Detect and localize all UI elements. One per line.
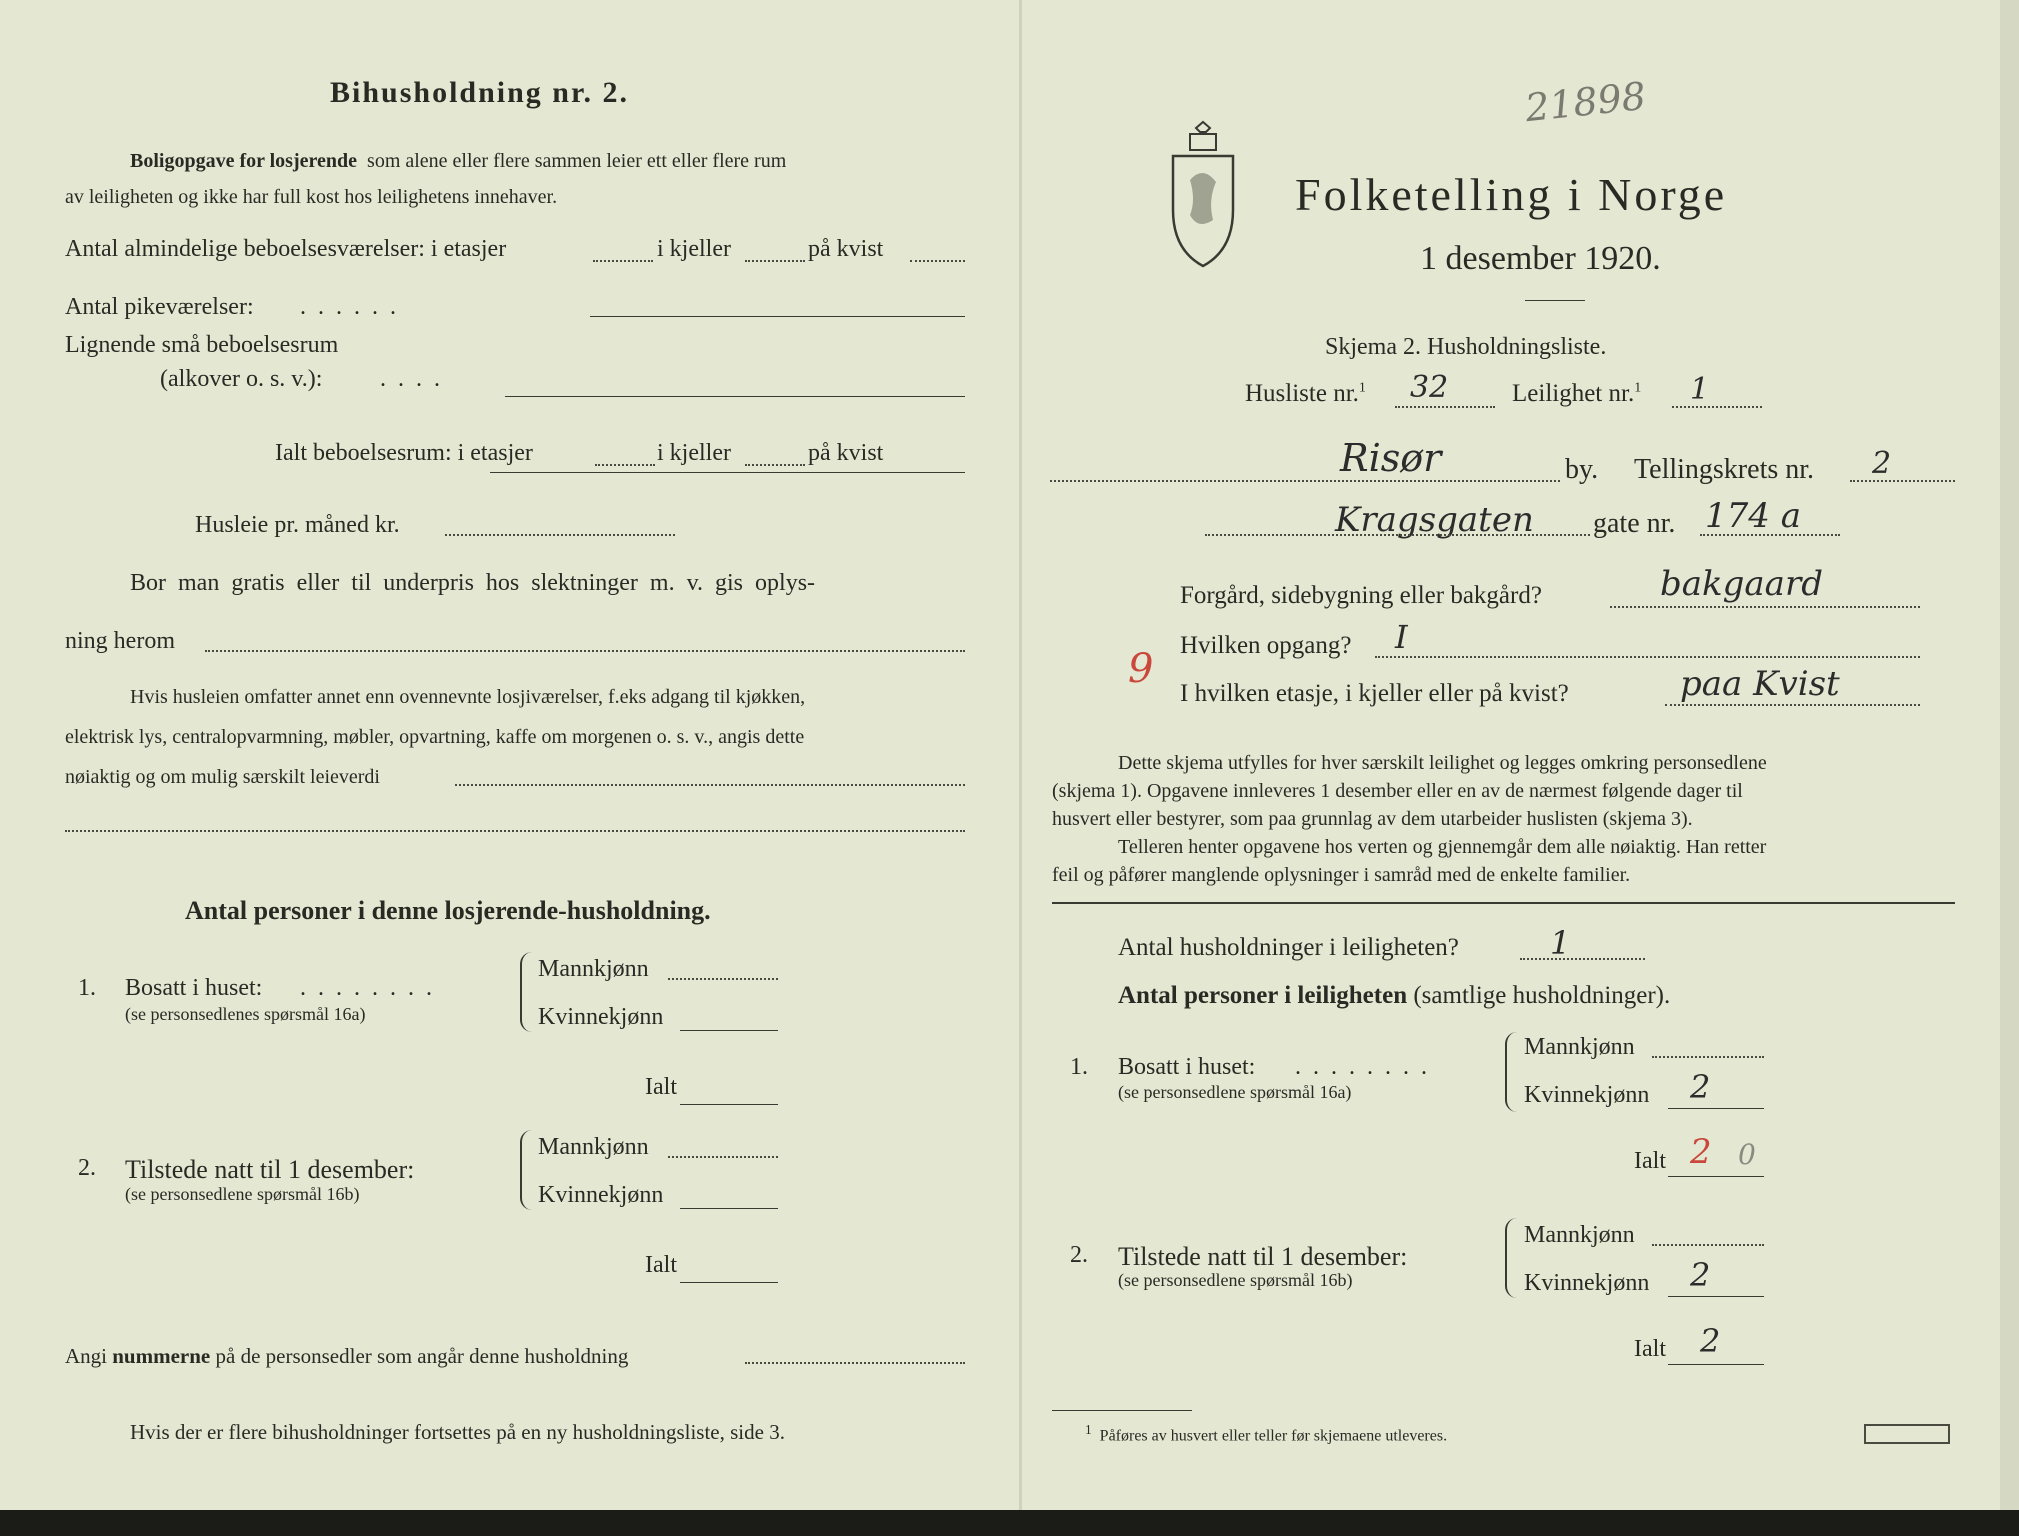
maid-rooms-label: Antal pikeværelser:: [65, 294, 254, 320]
right-q1-total: Ialt: [1634, 1148, 1666, 1174]
intro-line-1: Boligopgave for losjerende som alene eller flere sammen leier ett eller flere rum: [130, 150, 787, 172]
info-line-1: Dette skjema utfylles for hver særskilt leilighet og legges omkring personsedlene: [1118, 752, 1767, 774]
left-persons-heading: Antal personer i denne losjerende-husholdning.: [185, 896, 711, 925]
right-q1-female-value: 2: [1690, 1068, 1711, 1106]
total-rooms-cellar: i kjeller: [657, 440, 731, 466]
small-rooms-label-1: Lignende små beboelsesrum: [65, 332, 339, 358]
scan-border: [0, 1510, 2019, 1536]
schema-label: Skjema 2. Husholdningsliste.: [1325, 334, 1607, 360]
street-value: Kragsgaten: [1335, 500, 1534, 540]
info-line-5: feil og påfører manglende oplysninger i samråd med de enkelte familier.: [1052, 864, 1631, 886]
husliste-label: Husliste nr.$^1$: [1245, 380, 1366, 407]
city-label: by.: [1565, 454, 1599, 485]
entrance-value: I: [1395, 618, 1408, 656]
right-q2-note: (se personsedlene spørsmål 16b): [1118, 1270, 1353, 1290]
left-q2-female: Kvinnekjønn: [538, 1182, 664, 1208]
households-label: Antal husholdninger i leiligheten?: [1118, 934, 1459, 961]
city-value: Risør: [1340, 436, 1442, 480]
free-line-2: ning herom: [65, 628, 175, 654]
right-q2-female-value: 2: [1690, 1256, 1711, 1294]
footnote: $^1$ Påføres av husvert eller teller før skjemaene utleveres.: [1085, 1422, 1448, 1445]
yard-label: Forgård, sidebygning eller bakgård?: [1180, 582, 1542, 609]
continue-note: Hvis der er flere bihusholdninger fortsettes på en ny husholdningsliste, side 3.: [130, 1420, 785, 1444]
left-title: Bihusholdning nr. 2.: [330, 76, 630, 109]
right-q1-male: Mannkjønn: [1524, 1034, 1635, 1060]
info-line-4: Telleren henter opgavene hos verten og gjennemgår dem alle nøiaktig. Han retter: [1118, 836, 1767, 858]
rent-label: Husleie pr. måned kr.: [195, 512, 400, 538]
left-q2-note: (se personsedlene spørsmål 16b): [125, 1184, 360, 1204]
printer-stamp: [1864, 1424, 1950, 1444]
page-fold: [1019, 0, 1022, 1536]
right-q2-total-value: 2: [1700, 1322, 1721, 1360]
right-q1-total-value: 2: [1690, 1132, 1712, 1172]
red-mark: 9: [1128, 646, 1154, 692]
right-q1-note: (se personsedlene spørsmål 16a): [1118, 1082, 1352, 1102]
numbers-line: Angi nummerne på de personsedler som angår denne husholdning: [65, 1344, 629, 1368]
small-rooms-label-2: (alkover o. s. v.):: [160, 366, 323, 392]
right-q2-female: Kvinnekjønn: [1524, 1270, 1650, 1296]
rooms-cellar: i kjeller: [657, 236, 731, 262]
census-form-page: Bihusholdning nr. 2. Boligopgave for losjerende som alene eller flere sammen leier ett eller flere rum av leiligheten og ikke har full kost hos leilighetens innehaver. Antal almindelige beboelsesværelser: i etasjer i kjeller på kvist Antal pikeværelser: ...... Lignende små beboelsesrum (alkover o. s. v.): .... Ialt beboelsesrum: i etasjer i kjeller på kvist Husleie pr. måned kr. Bor man gratis eller til underpris hos slektninger m. v. gis oplys- ning herom Hvis husleien omfatter annet enn ovennevnte losjiværelser, f.eks adgang til kjøkken, elektrisk lys, centralopvarmning, møbler, opvartning, kaffe om morgenen o. s. v., angis dette nøiaktig og om mulig særskilt leieverdi Antal personer i denne losjerende-husholdning. 1. Bosatt i huset: ........ (se personsedlenes spørsmål 16a) Mannkjønn Kvinnekjønn Ialt 2. Tilstede natt til 1 desember: (se personsedlene spørsmål 16b) Mannkjønn Kvinnekjønn Ialt Angi nummerne på de personsedler som angår denne husholdning Hvis der er flere bihusholdninger fortsettes på en ny husholdningsliste, side 3. 21898 Folketelling i Norge 1 desember 1920. Skjema 2. Husholdningsliste. Husliste nr.$^1$ 32 Leilighet nr.$^1$ 1 Risør by. Tellingskrets nr. 2 Kragsgaten gate nr. 174 a Forgård, sidebygning eller bakgård? bakgaard 9 Hvilken opgang? I I hvilken etasje, i kjeller eller på kvist? paa Kvist Dette skjema utfylles for hver særskilt leilighet og legges omkring personsedlene (skjema 1). Opgavene innleveres 1 desember eller en av de nærmest følgende dager til husvert eller bestyrer, som paa grunnlag av dem utarbeider huslisten (skjema 3). Telleren henter opgavene hos verten og gjennemgår dem alle nøiaktig. Han retter feil og påfører manglende oplysninger i samråd med de enkelte familier. Antal husholdninger i leiligheten? 1 Antal personer i leiligheten (samtlige husholdninger). 1. Bosatt i huset: ........ (se personsedlene spørsmål 16a) Mannkjønn Kvinnekjønn 2 Ialt 2 0 2. Tilstede natt til 1 desember: (se personsedlene spørsmål 16b) Mannkjønn Kvinnekjønn 2 Ialt 2 $^1$ Påføres av husvert eller teller før skjemaene utleveres.: [0, 0, 2019, 1536]
krets-label: Tellingskrets nr.: [1634, 454, 1815, 485]
entrance-label: Hvilken opgang?: [1180, 632, 1352, 659]
info-line-3: husvert eller bestyrer, som paa grunnlag av dem utarbeider huslisten (skjema 3).: [1052, 808, 1693, 830]
gate-value: 174 a: [1705, 496, 1801, 536]
right-q2-label: Tilstede natt til 1 desember:: [1118, 1242, 1408, 1271]
right-q1-label: Bosatt i huset:: [1118, 1054, 1256, 1080]
coat-of-arms-icon: [1168, 120, 1238, 270]
right-q1-female: Kvinnekjønn: [1524, 1082, 1650, 1108]
households-value: 1: [1550, 924, 1571, 962]
rooms-attic: på kvist: [808, 236, 884, 262]
yard-value: bakgaard: [1660, 564, 1823, 604]
left-q1-female: Kvinnekjønn: [538, 1004, 664, 1030]
paper-edge: [2000, 0, 2019, 1536]
leilighet-label: Leilighet nr.$^1$: [1512, 380, 1642, 407]
left-q2-male: Mannkjønn: [538, 1134, 649, 1160]
left-q1-note: (se personsedlenes spørsmål 16a): [125, 1004, 366, 1024]
right-q1-total-extra: 0: [1738, 1138, 1756, 1171]
total-rooms-attic: på kvist: [808, 440, 884, 466]
krets-value: 2: [1872, 446, 1892, 481]
archive-number: 21898: [1523, 73, 1648, 131]
incl-line-1: Hvis husleien omfatter annet enn ovennevnte losjiværelser, f.eks adgang til kjøkken,: [130, 686, 806, 708]
form-date: 1 desember 1920.: [1420, 240, 1661, 277]
gate-label: gate nr.: [1593, 508, 1676, 539]
left-q1-male: Mannkjønn: [538, 956, 649, 982]
form-title: Folketelling i Norge: [1295, 169, 1728, 220]
info-line-2: (skjema 1). Opgavene innleveres 1 desember eller en av de nærmest følgende dager til: [1052, 780, 1743, 802]
floor-label: I hvilken etasje, i kjeller eller på kvist?: [1180, 680, 1569, 707]
right-q2-total: Ialt: [1634, 1336, 1666, 1362]
total-rooms-label: Ialt beboelsesrum: i etasjer: [275, 440, 533, 466]
right-persons-heading: Antal personer i leiligheten (samtlige husholdninger).: [1118, 982, 1671, 1009]
floor-value: paa Kvist: [1680, 664, 1840, 704]
divider: [1052, 902, 1955, 904]
intro-line-2: av leiligheten og ikke har full kost hos leilighetens innehaver.: [65, 186, 558, 208]
right-q2-male: Mannkjønn: [1524, 1222, 1635, 1248]
left-q1-label: Bosatt i huset:: [125, 975, 263, 1001]
left-q2-label: Tilstede natt til 1 desember:: [125, 1155, 415, 1184]
left-q2-total: Ialt: [645, 1252, 677, 1278]
incl-line-2: elektrisk lys, centralopvarmning, møbler, opvartning, kaffe om morgenen o. s. v., angis dette: [65, 726, 805, 748]
husliste-value: 32: [1410, 370, 1449, 405]
leilighet-value: 1: [1690, 372, 1710, 407]
left-q1-total: Ialt: [645, 1074, 677, 1100]
rooms-label: Antal almindelige beboelsesværelser: i etasjer: [65, 236, 507, 262]
free-line-1: Bor man gratis eller til underpris hos slektninger m. v. gis oplys-: [130, 570, 816, 596]
incl-line-3: nøiaktig og om mulig særskilt leieverdi: [65, 766, 380, 788]
